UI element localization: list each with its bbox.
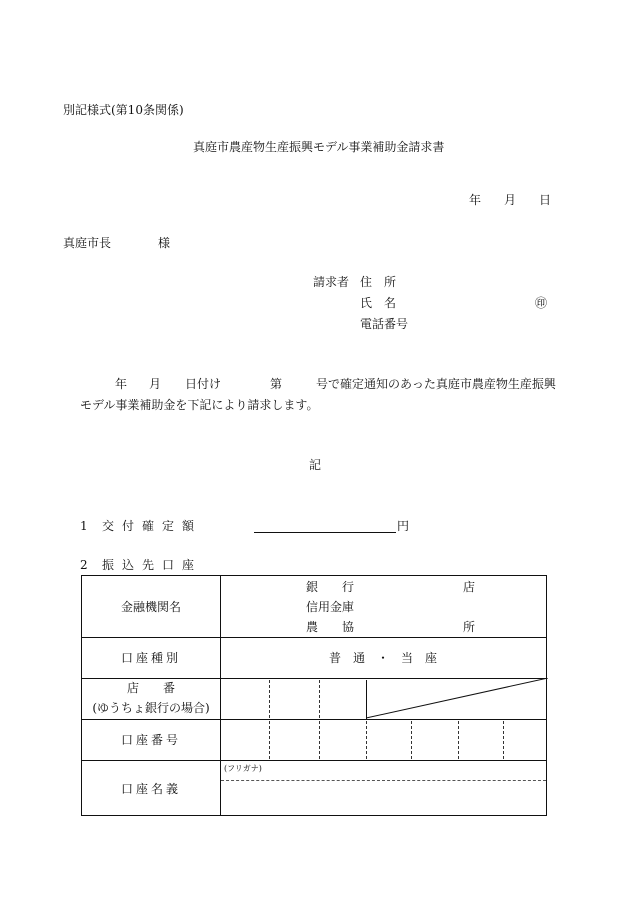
addressee-honorific: 様 — [158, 236, 171, 250]
branch-number-sub: (ゆうちょ銀行の場合) — [92, 701, 210, 715]
account-holder-field[interactable] — [221, 781, 546, 815]
furigana-label: (フリガナ) — [224, 764, 262, 773]
account-number-label: 口座番号 — [120, 733, 181, 747]
bank-shinyo: 信用金庫 — [306, 600, 355, 614]
body-line1-rest: 号で確定通知のあった真庭市農産物生産振興 — [316, 377, 556, 391]
account-type-options[interactable]: 普 通 ・ 当 座 — [328, 651, 437, 665]
bank-ten: 店 — [463, 580, 476, 594]
item2-number: 2 — [80, 558, 88, 572]
addressee-name: 真庭市長 — [63, 236, 112, 250]
claimant-label: 請求者 — [313, 275, 350, 289]
form-label: 別記様式(第10条関係) — [63, 103, 184, 117]
item1-unit: 円 — [397, 519, 410, 533]
bank-nokyo: 農 協 — [306, 620, 355, 634]
item1-number: 1 — [80, 519, 88, 533]
body-day: 日付け — [185, 377, 222, 391]
bank-name-label: 金融機関名 — [120, 600, 181, 614]
item2-label: 振込先口座 — [102, 558, 203, 572]
date-month: 月 — [504, 193, 517, 207]
branch-cell-diagonal — [366, 678, 548, 719]
claimant-address-label: 住 所 — [360, 275, 397, 289]
amount-field-line[interactable] — [254, 532, 396, 533]
claimant-phone-label: 電話番号 — [360, 317, 409, 331]
seal-mark-icon: ㊞ — [535, 296, 548, 310]
date-day: 日 — [539, 193, 552, 207]
claimant-name-label: 氏 名 — [360, 296, 397, 310]
bank-account-table — [81, 575, 547, 816]
account-holder-label: 口座名義 — [120, 782, 181, 796]
branch-number-field[interactable] — [221, 679, 365, 719]
date-year: 年 — [469, 193, 482, 207]
item1-label: 交付確定額 — [102, 519, 203, 533]
ki-heading: 記 — [309, 458, 322, 472]
document-title: 真庭市農産物生産振興モデル事業補助金請求書 — [193, 140, 445, 154]
body-line2: モデル事業補助金を下記により請求します。 — [80, 398, 319, 412]
account-type-label: 口座種別 — [120, 651, 181, 665]
body-number-prefix: 第 — [270, 377, 283, 391]
account-number-field[interactable] — [221, 720, 546, 760]
bank-sho: 所 — [463, 620, 476, 634]
body-year: 年 — [115, 377, 128, 391]
branch-number-label: 店 番 — [126, 681, 175, 695]
bank-ginkou: 銀 行 — [306, 580, 355, 594]
body-month: 月 — [149, 377, 162, 391]
